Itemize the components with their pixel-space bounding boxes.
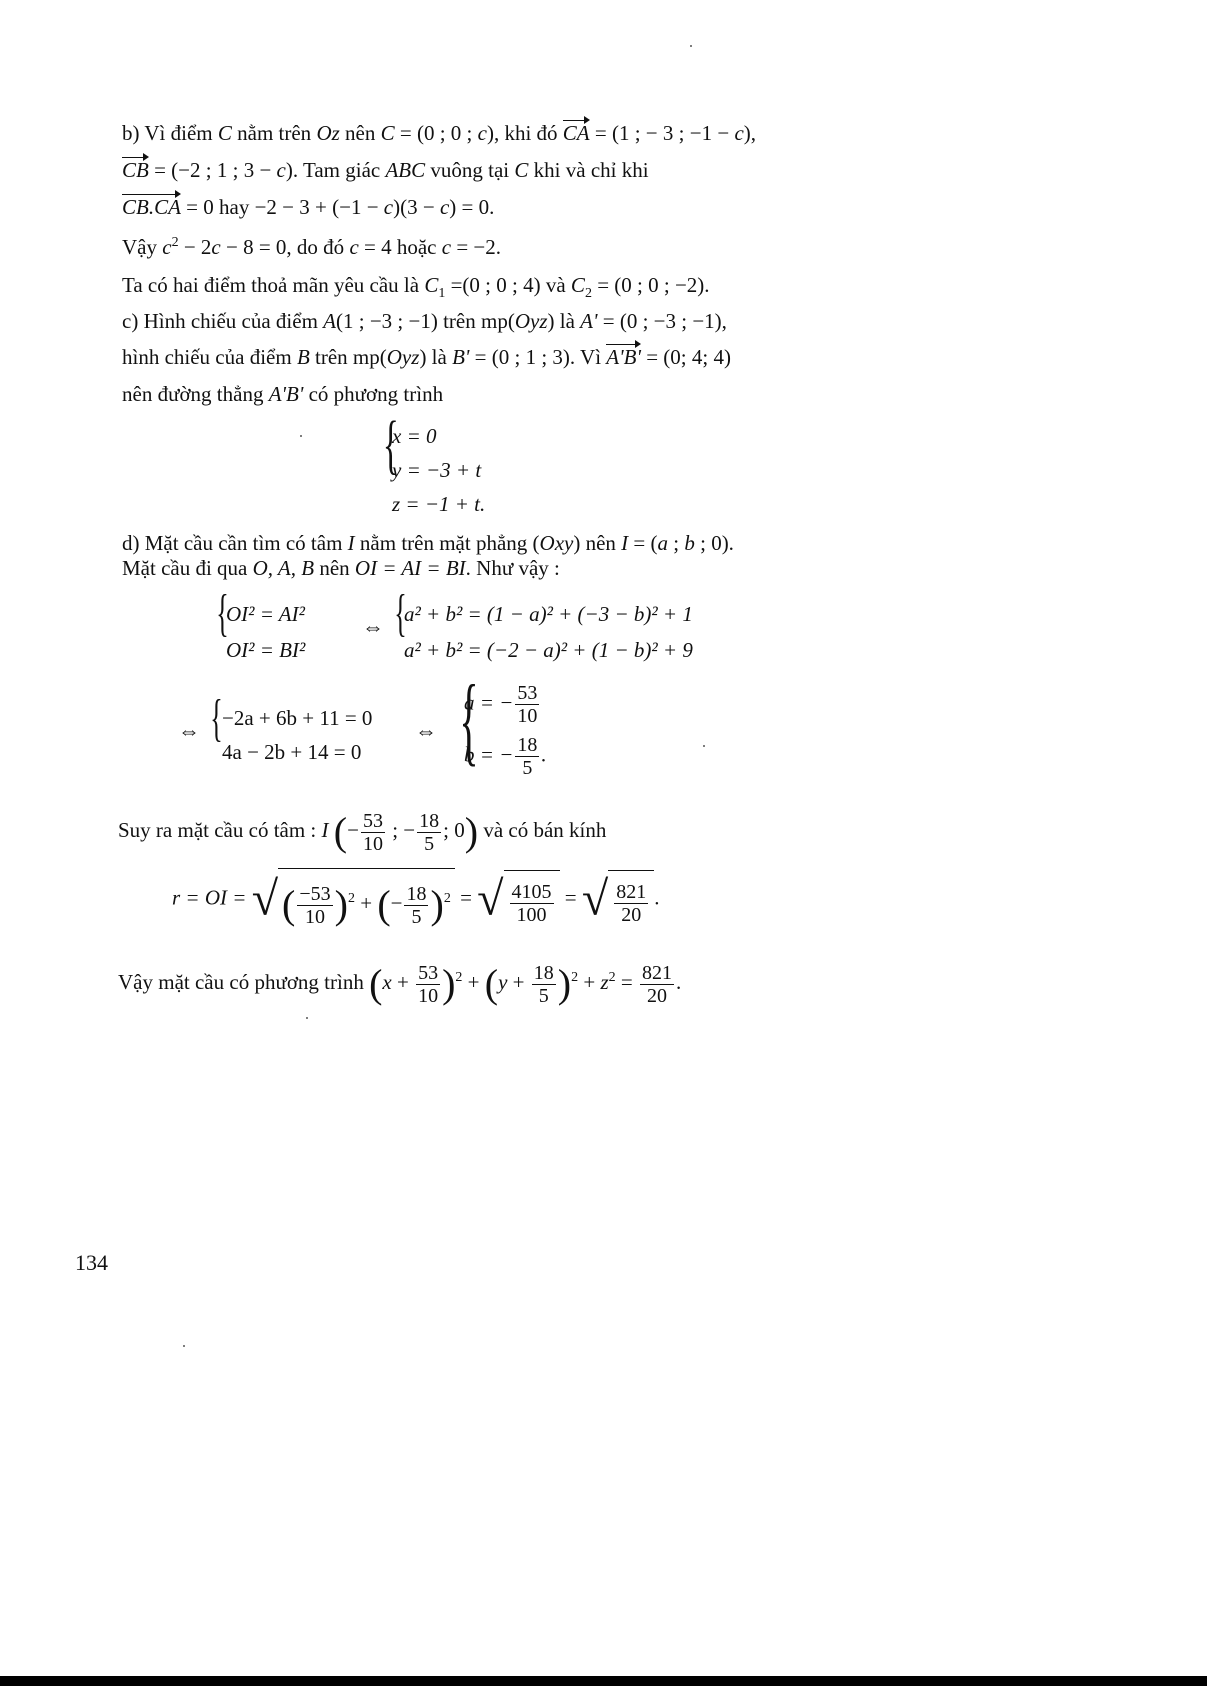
equation-z: z = −1 + t. <box>392 492 486 516</box>
part-b-line-5: Ta có hai điểm thoả mãn yêu cầu là $C_1 =(0$ ; 0 ; 4) và $C_2 = (0$ ; 0 ; −2). <box>122 273 710 302</box>
equation-y: y = −3 + t <box>392 458 482 482</box>
speck <box>300 435 302 437</box>
solution-b: b = − $\frac{18}{5}$ . <box>464 734 547 779</box>
equation-x: x = 0 <box>392 424 437 448</box>
system-d <box>464 682 547 786</box>
speck <box>703 745 705 747</box>
system-b-brace: { <box>394 585 407 642</box>
part-b-line-1: b) Vì điểm C nằm trên Oz nên C = (0 ; 0 ; c), khi đó CA = (1 ; − 3 ; −1 − c), <box>122 121 757 145</box>
part-c-line-2: hình chiếu của điểm B trên mp(Oyz) là B' = (0 ; 1 ; 3). Vì A'B' = (0; 4; 4) <box>122 345 731 369</box>
scan-bottom-edge <box>0 1676 1207 1686</box>
part-b-line-4: Vậy $c^2 - 2c - 8 = 0$, do đó c = 4 hoặc c = −2. <box>122 235 502 259</box>
part-d-line-2: Mặt cầu đi qua O, A, B nên OI = AI = BI. Như vậy : <box>122 556 560 580</box>
sphere-equation-line: Vậy mặt cầu có phương trình (x + $\frac{53}{10}$ )$^2$ + (y + $\frac{18}{5}$ )$^2 + z^2$ = $\frac{821}{20}$ . <box>118 961 682 1007</box>
system-b-eq-1: a² + b² = (1 − a)² + (−3 − b)² + 1 <box>404 602 693 626</box>
part-d-line-1: d) Mặt cầu cần tìm có tâm I nằm trên mặt phẳng (Oxy) nên I = (a ; b ; 0). <box>122 531 734 555</box>
system-a <box>226 596 305 668</box>
system-c-eq-1: −2a + 6b + 11 = 0 <box>222 706 373 730</box>
system-b-eq-2: a² + b² = (−2 − a)² + (1 − b)² + 9 <box>404 638 693 662</box>
system-a-eq-2: OI² = BI² <box>226 638 306 662</box>
system-a-brace: { <box>216 585 229 642</box>
speck <box>306 1017 308 1019</box>
page-number: 134 <box>75 1250 108 1275</box>
system-a-eq-1: OI² = AI² <box>226 602 305 626</box>
system-brace: { <box>382 408 399 481</box>
solution-a: a = − $\frac{53}{10}$ <box>464 682 538 727</box>
system-c <box>222 701 372 769</box>
line-equation-system <box>392 419 485 521</box>
part-b-line-2: CB = (−2 ; 1 ; 3 − c). Tam giác ABC vuông tại C khi và chỉ khi <box>122 158 649 182</box>
equivalence-arrow-1: ⇔ <box>362 614 384 639</box>
equivalence-arrow-3: ⇔ <box>415 718 437 743</box>
radius-line: r = OI = √ ( $\frac{-53}{10}$ )$^2$ + (− $\frac{18}{5}$ )$^2$ = √ $\frac{4105}{100}$ = √ $\frac{821}{20}$ . <box>172 868 659 931</box>
speck <box>183 1345 185 1347</box>
system-c-brace: { <box>210 690 223 747</box>
part-b-line-3: CB.CA = 0 hay −2 − 3 + (−1 − c)(3 − c) = 0. <box>122 195 495 219</box>
center-line: Suy ra mặt cầu có tâm : I (− $\frac{53}{10}$ ; − $\frac{18}{5}$ ; 0) và có bán kính <box>118 809 607 855</box>
system-d-brace: { <box>459 664 479 775</box>
equivalence-arrow-2: ⇔ <box>178 718 200 743</box>
speck <box>690 45 692 47</box>
system-b <box>404 596 693 668</box>
system-c-eq-2: 4a − 2b + 14 = 0 <box>222 740 362 764</box>
part-c-line-1: c) Hình chiếu của điểm A(1 ; −3 ; −1) trên mp(Oyz) là A' = (0 ; −3 ; −1), <box>122 309 727 333</box>
part-c-line-3: nên đường thẳng A'B' có phương trình <box>122 382 444 406</box>
